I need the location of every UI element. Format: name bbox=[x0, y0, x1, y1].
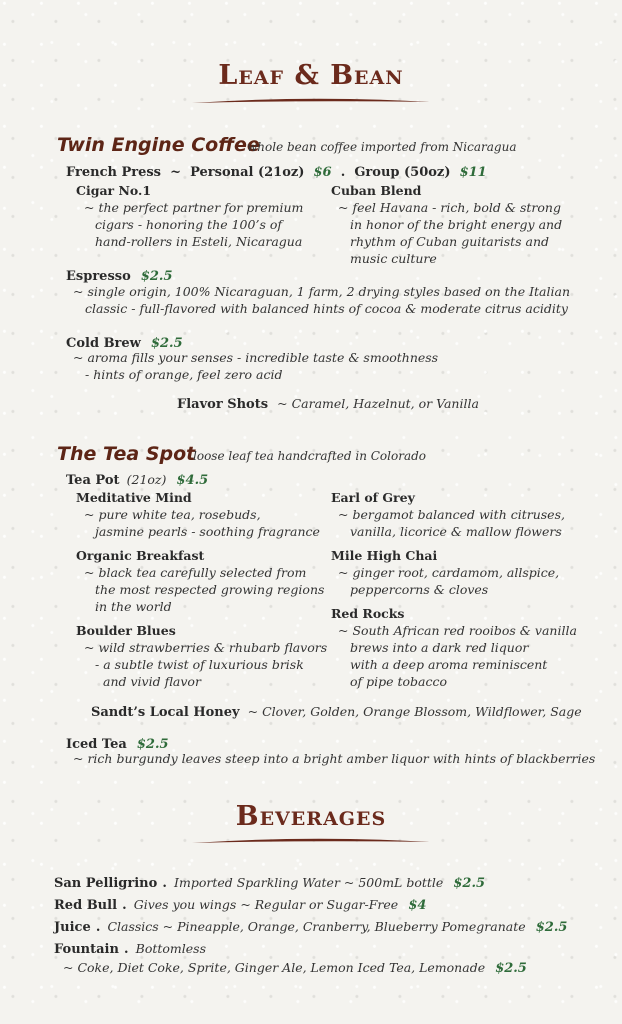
mile-high-chai-name: Mile High Chai bbox=[331, 548, 438, 563]
separator: ~ bbox=[170, 165, 181, 180]
organic-desc-1: ~ black tea carefully selected from bbox=[84, 565, 307, 580]
boulder-desc-3: and vivid flavor bbox=[103, 674, 201, 689]
espresso-desc-1: ~ single origin, 100% Nicaraguan, 1 farm, 2 drying styles based on the Italian bbox=[73, 284, 571, 299]
beverage-desc: Gives you wings ~ Regular or Sugar-Free bbox=[133, 897, 399, 912]
personal-price: $6 bbox=[313, 165, 332, 180]
coffee-section-heading: Twin Engine Coffee bbox=[57, 134, 260, 156]
boulder-desc-2: - a subtle twist of luxurious brisk bbox=[95, 657, 304, 672]
cigar-blend-name: Cigar No.1 bbox=[76, 183, 152, 198]
personal-size: Personal (21oz) bbox=[190, 165, 305, 180]
cuban-desc-2: in honor of the bright energy and bbox=[350, 217, 563, 232]
beverage-item-san-pellegrino bbox=[54, 872, 485, 891]
organic-desc-3: in the world bbox=[95, 599, 172, 614]
coffee-tagline: whole bean coffee imported from Nicaragua bbox=[247, 140, 517, 154]
meditative-mind-name: Meditative Mind bbox=[76, 490, 192, 505]
group-price: $11 bbox=[459, 165, 487, 180]
separator: . bbox=[122, 898, 127, 913]
red-rocks-desc-3: with a deep aroma reminiscent bbox=[350, 657, 548, 672]
tea-pot-label: Tea Pot bbox=[66, 473, 120, 488]
red-rocks-name: Red Rocks bbox=[331, 606, 405, 621]
boulder-desc-1: ~ wild strawberries & rhubarb flavors bbox=[84, 640, 328, 655]
french-press-row bbox=[66, 161, 487, 180]
meditative-desc-1: ~ pure white tea, rosebuds, bbox=[84, 507, 261, 522]
beverage-price: $2.5 bbox=[535, 920, 568, 935]
cigar-desc-2: cigars - honoring the 100’s of bbox=[95, 217, 282, 232]
beverages-underline-flourish bbox=[190, 836, 432, 850]
red-rocks-desc-1: ~ South African red rooibos & vanilla bbox=[338, 623, 577, 638]
beverage-name: Red Bull bbox=[54, 898, 118, 913]
earl-desc-1: ~ bergamot balanced with citruses, bbox=[338, 507, 565, 522]
iced-tea-price: $2.5 bbox=[136, 737, 169, 752]
cold-brew-desc-1: ~ aroma fills your senses - incredible taste & smoothness bbox=[73, 350, 439, 365]
beverage-desc: Imported Sparkling Water ~ 500mL bottle bbox=[174, 875, 444, 890]
espresso-price: $2.5 bbox=[140, 269, 173, 284]
fountain-price: $2.5 bbox=[495, 961, 527, 976]
fountain-options-row bbox=[63, 957, 527, 976]
cuban-desc-4: music culture bbox=[350, 251, 437, 266]
tea-section-heading: The Tea Spot bbox=[57, 443, 196, 465]
beverage-item-fountain bbox=[54, 938, 206, 957]
beverage-desc: Bottomless bbox=[135, 941, 207, 956]
cuban-desc-3: rhythm of Cuban guitarists and bbox=[350, 234, 550, 249]
boulder-blues-name: Boulder Blues bbox=[76, 623, 176, 638]
cigar-desc-1: ~ the perfect partner for premium bbox=[84, 200, 304, 215]
tea-tagline: loose leaf tea handcrafted in Colorado bbox=[193, 449, 427, 463]
separator: . bbox=[340, 165, 346, 180]
title-underline-flourish bbox=[190, 96, 432, 110]
beverage-item-juice bbox=[54, 916, 567, 935]
beverage-price: $4 bbox=[408, 898, 427, 913]
chai-desc-1: ~ ginger root, cardamom, allspice, bbox=[338, 565, 560, 580]
cold-brew-name: Cold Brew bbox=[66, 336, 141, 351]
beverage-item-red-bull bbox=[54, 894, 426, 913]
iced-tea-desc: ~ rich burgundy leaves steep into a bright amber liquor with hints of blackberries bbox=[73, 751, 596, 766]
tea-pot-size: (21oz) bbox=[126, 472, 167, 487]
earl-desc-2: vanilla, licorice & mallow flowers bbox=[350, 524, 562, 539]
meditative-desc-2: jasmine pearls - soothing fragrance bbox=[95, 524, 320, 539]
flavor-shots-label: Flavor Shots bbox=[177, 397, 269, 412]
beverages-title: Beverages bbox=[235, 801, 387, 832]
flavor-shots-row bbox=[177, 393, 479, 412]
fountain-options: ~ Coke, Diet Coke, Sprite, Ginger Ale, Lemon Iced Tea, Lemonade bbox=[63, 960, 486, 975]
beverage-name: Juice bbox=[54, 920, 91, 935]
honey-row bbox=[91, 701, 582, 720]
cold-brew-desc-2: - hints of orange, feel zero acid bbox=[85, 367, 283, 382]
organic-desc-2: the most respected growing regions bbox=[95, 582, 325, 597]
red-rocks-desc-4: of pipe tobacco bbox=[350, 674, 448, 689]
espresso-name: Espresso bbox=[66, 269, 131, 284]
honey-options: ~ Clover, Golden, Orange Blossom, Wildflower, Sage bbox=[247, 704, 582, 719]
beverage-name: Fountain bbox=[54, 942, 119, 957]
french-press-label: French Press bbox=[66, 165, 161, 180]
organic-breakfast-name: Organic Breakfast bbox=[76, 548, 205, 563]
cuban-blend-name: Cuban Blend bbox=[331, 183, 422, 198]
cold-brew-price: $2.5 bbox=[150, 336, 183, 351]
beverage-desc: Classics ~ Pineapple, Orange, Cranberry, Blueberry Pomegranate bbox=[107, 919, 526, 934]
flavor-shots-options: ~ Caramel, Hazelnut, or Vanilla bbox=[277, 396, 479, 411]
espresso-row bbox=[66, 265, 173, 284]
page-title: Leaf & Bean bbox=[218, 60, 404, 91]
separator: . bbox=[124, 942, 129, 957]
separator: . bbox=[162, 876, 167, 891]
tea-pot-row bbox=[66, 469, 208, 488]
iced-tea-name: Iced Tea bbox=[66, 737, 127, 752]
earl-of-grey-name: Earl of Grey bbox=[331, 490, 415, 505]
separator: . bbox=[95, 920, 101, 935]
tea-pot-price: $4.5 bbox=[176, 473, 209, 488]
chai-desc-2: peppercorns & cloves bbox=[350, 582, 489, 597]
espresso-desc-2: classic - full-flavored with balanced hints of cocoa & moderate citrus acidity bbox=[85, 301, 568, 316]
beverage-price: $2.5 bbox=[453, 876, 486, 891]
cigar-desc-3: hand-rollers in Esteli, Nicaragua bbox=[95, 234, 303, 249]
red-rocks-desc-2: brews into a dark red liquor bbox=[350, 640, 529, 655]
beverage-name: San Pelligrino bbox=[54, 876, 158, 891]
cuban-desc-1: ~ feel Havana - rich, bold & strong bbox=[338, 200, 561, 215]
honey-label: Sandt’s Local Honey bbox=[91, 705, 240, 720]
group-size: Group (50oz) bbox=[354, 165, 451, 180]
